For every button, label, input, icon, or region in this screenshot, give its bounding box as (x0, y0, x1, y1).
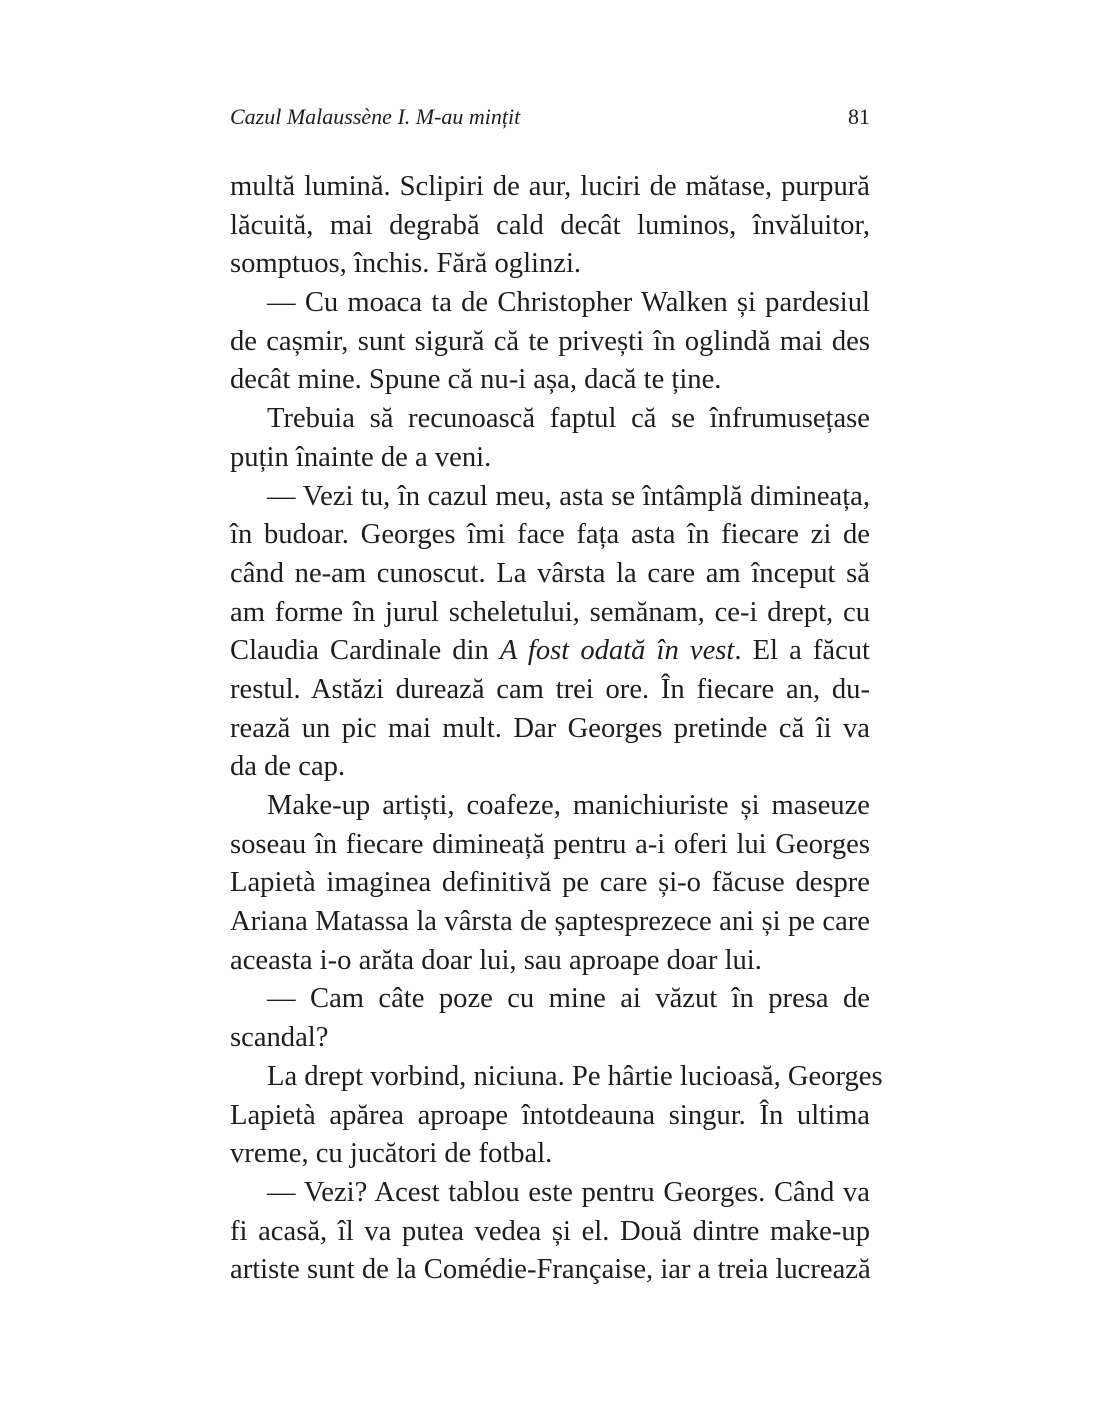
text-line: multă lumină. Sclipiri de aur, luciri de mătase, purpură (230, 171, 870, 202)
text-line: lăcuită, mai degrabă cald decât luminos, învăluitor, (230, 209, 870, 241)
text-line: — Vezi? Acest tablou este pentru Georges. Când va (267, 1176, 870, 1208)
text-line: Ariana Matassa la vârsta de șaptesprezece ani și pe care (230, 906, 870, 938)
text-line: Lapietà imaginea definitivă pe care și-o făcuse despre (230, 867, 870, 899)
page-header (230, 104, 870, 138)
running-title: Cazul Malaussène I. M-au mințit (230, 104, 521, 129)
text-line: La drept vorbind, niciuna. Pe hârtie lucioasă, Georges (267, 1060, 883, 1092)
text-line: de cașmir, sunt sigură că te privești în oglindă mai des (230, 325, 870, 357)
text-line: scandal? (230, 1022, 329, 1054)
page-number: 81 (848, 104, 870, 129)
text-line: puțin înainte de a veni. (230, 441, 492, 473)
text-line: somptuos, închis. Fără oglinzi. (230, 248, 582, 280)
text-line: aceasta i-o arăta doar lui, sau aproape doar lui. (230, 944, 762, 976)
text-line: Lapietà apărea aproape întotdeauna singur. În ultima (230, 1099, 870, 1131)
text-line: când ne-am cunoscut. La vârsta la care am început să (230, 557, 870, 589)
text-line: Trebuia să recunoască faptul că se înfrumusețase (267, 403, 870, 435)
text-line: am forme în jurul scheletului, semănam, ce-i drept, cu (230, 596, 870, 628)
text-line: rează un pic mai mult. Dar Georges pretinde că îi va (230, 712, 870, 744)
text-line: soseau în fiecare dimineață pentru a-i oferi lui Georges (230, 828, 870, 860)
text-line: — Vezi tu, în cazul meu, asta se întâmplă dimineața, (267, 480, 870, 512)
body-text (230, 168, 883, 1290)
text-line: — Cam câte poze cu mine ai văzut în presa de (267, 983, 870, 1015)
text-segment: Claudia Cardinale din (230, 635, 500, 667)
text-line: în budoar. Georges îmi face fața asta în fiecare zi de (230, 519, 870, 551)
text-line (230, 632, 870, 671)
text-line: Make-up artiști, coafeze, manichiuriste și maseuze (267, 790, 870, 821)
text-line: artiste sunt de la Comédie-Française, iar a treia lucrează (230, 1254, 871, 1286)
text-line: fi acasă, îl va putea vedea și el. Două dintre make-up (230, 1215, 870, 1247)
text-line: da de cap. (230, 751, 346, 783)
text-line: — Cu moaca ta de Christopher Walken și pardesiul (267, 287, 870, 319)
film-title: A fost odată în vest (499, 635, 735, 667)
text-line: restul. Astăzi durează cam trei ore. În fiecare an, du- (230, 673, 870, 705)
text-line: vreme, cu jucători de fotbal. (230, 1138, 553, 1170)
text-segment: . El a făcut (734, 635, 871, 667)
text-line: decât mine. Spune că nu-i așa, dacă te ține. (230, 364, 722, 396)
